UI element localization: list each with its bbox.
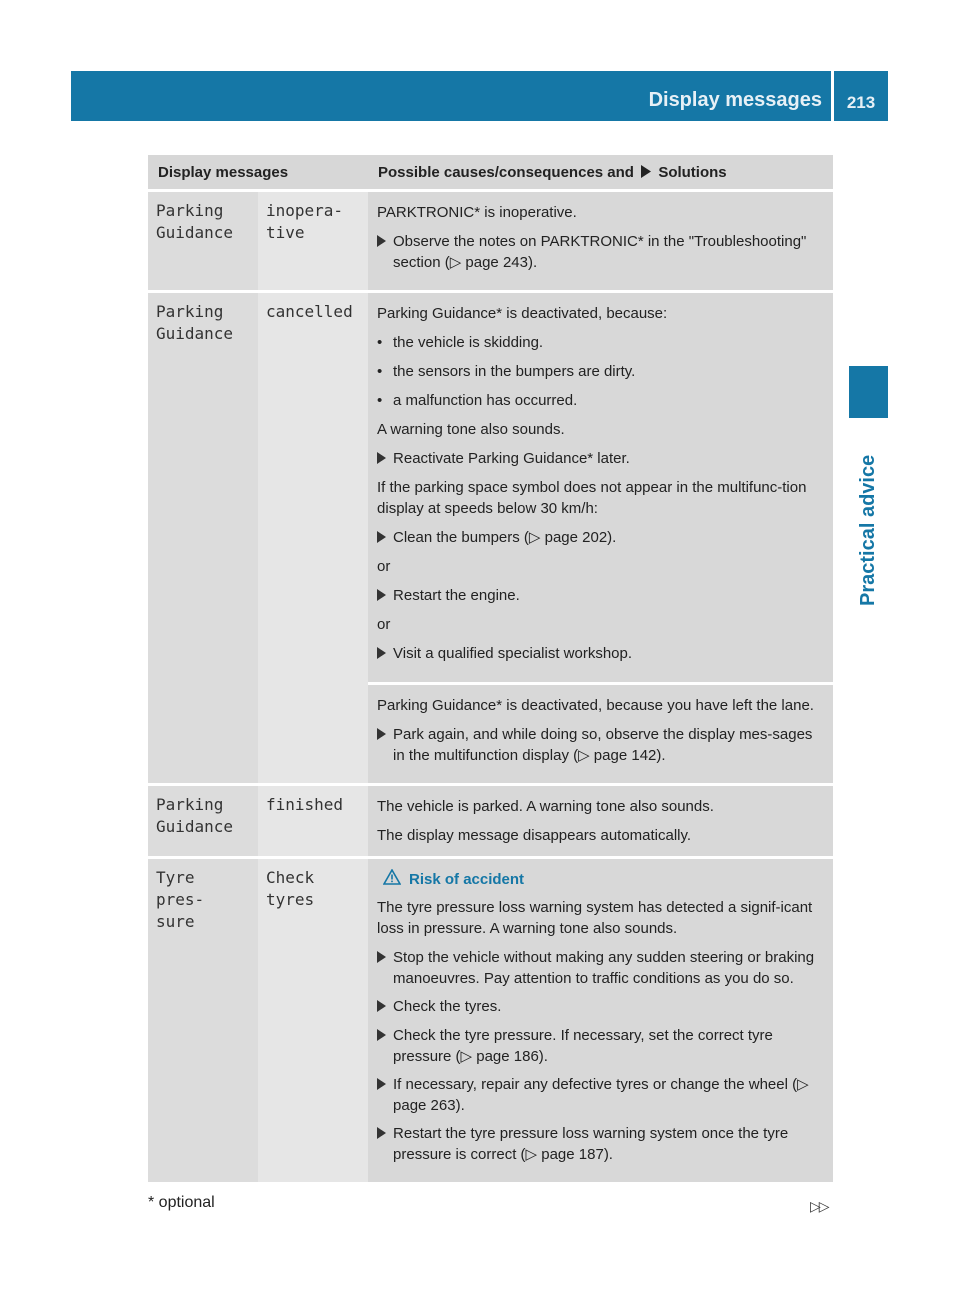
warning-text: Risk of accident <box>409 870 525 888</box>
page-number: 213 <box>846 93 876 112</box>
step-text: Restart the tyre pressure loss warning system once the tyre pressure is correct (▷ page 187). <box>393 1125 789 1163</box>
solutions-cell <box>368 856 833 1182</box>
bullet-item <box>377 332 825 353</box>
paragraph: PARKTRONIC* is inoperative. <box>377 204 577 221</box>
step-text: Stop the vehicle without making any sudden steering or braking manoeuvres. Pay attention to traffic conditions as you do so. <box>393 949 815 987</box>
step-text: Check the tyre pressure. If necessary, set the correct tyre pressure (▷ page 186). <box>393 1027 773 1065</box>
action-arrow-icon <box>377 1074 393 1116</box>
bullet-icon: • <box>377 392 383 409</box>
col-header-solutions <box>368 155 833 189</box>
action-step <box>377 1074 825 1116</box>
display-message-status <box>258 189 368 290</box>
paragraph: The vehicle is parked. A warning tone also sounds. <box>377 798 714 815</box>
warning-heading <box>377 869 825 889</box>
col-header-suffix: Solutions <box>658 163 727 181</box>
solutions-cell <box>368 189 833 290</box>
continued-arrows-icon: ▷▷ <box>810 1198 828 1214</box>
action-arrow-icon <box>377 231 393 273</box>
paragraph: If the parking space symbol does not appear in the multifunc-tion display at speeds below 30 km/h: <box>377 479 807 517</box>
paragraph: The tyre pressure loss warning system has detected a signif-icant loss in pressure. A warning tone also sounds. <box>377 899 813 937</box>
paragraph: or <box>377 558 391 575</box>
paragraph: Parking Guidance* is deactivated, because: <box>377 305 668 322</box>
action-step <box>377 1123 825 1165</box>
message-status-text: cancelled <box>266 302 353 321</box>
bullet-item <box>377 361 825 382</box>
table-row <box>148 290 833 682</box>
display-message-name <box>148 783 258 856</box>
message-name-text: Parking Guidance <box>156 302 234 343</box>
bullet-text: the sensors in the bumpers are dirty. <box>393 363 636 380</box>
solutions-cell <box>368 783 833 856</box>
action-step <box>377 527 825 549</box>
action-arrow-icon <box>377 527 393 549</box>
display-message-name <box>148 290 258 783</box>
action-step <box>377 996 825 1018</box>
action-arrow-icon <box>377 947 393 989</box>
message-status-text: Check tyres <box>266 868 315 909</box>
step-text: Clean the bumpers (▷ page 202). <box>393 529 617 546</box>
action-arrow-icon <box>377 996 393 1018</box>
bullet-text: a malfunction has occurred. <box>393 392 578 409</box>
paragraph: A warning tone also sounds. <box>377 421 565 438</box>
warning-triangle-icon <box>377 869 409 889</box>
display-message-status <box>258 783 368 856</box>
step-text: Reactivate Parking Guidance* later. <box>393 450 630 467</box>
paragraph: or <box>377 616 391 633</box>
action-step <box>377 231 825 273</box>
message-status-text: finished <box>266 795 344 814</box>
action-arrow-icon <box>377 724 393 766</box>
action-step <box>377 947 825 989</box>
table-row <box>148 856 833 1182</box>
action-step <box>377 724 825 766</box>
step-text: Check the tyres. <box>393 998 502 1015</box>
col-header-prefix: Possible causes/consequences and <box>378 163 634 181</box>
action-arrow-icon <box>377 1025 393 1067</box>
display-message-name <box>148 189 258 290</box>
display-messages-table <box>148 155 833 1182</box>
bullet-icon: • <box>377 334 383 351</box>
solutions-cell <box>368 682 833 783</box>
bullet-icon: • <box>377 363 383 380</box>
step-text: Observe the notes on PARKTRONIC* in the "Troubleshooting" section (▷ page 243). <box>393 233 807 271</box>
section-label: Practical advice <box>857 454 879 606</box>
table-row <box>148 189 833 290</box>
step-text: Restart the engine. <box>393 587 520 604</box>
paragraph: The display message disappears automatically. <box>377 827 692 844</box>
message-name-text: Tyre pres- sure <box>156 868 205 931</box>
action-step <box>377 448 825 470</box>
step-text: Visit a qualified specialist workshop. <box>393 645 633 662</box>
display-message-name <box>148 856 258 1182</box>
action-arrow-icon <box>377 643 393 665</box>
bullet-text: the vehicle is skidding. <box>393 334 544 351</box>
message-name-text: Parking Guidance <box>156 795 234 836</box>
solutions-cell <box>368 290 833 682</box>
bullet-item <box>377 390 825 411</box>
col-header-display-messages: Display messages <box>148 155 368 189</box>
action-step <box>377 643 825 665</box>
action-arrow-icon <box>377 1123 393 1165</box>
table-row <box>148 783 833 856</box>
play-arrow-icon <box>640 165 652 178</box>
action-arrow-icon <box>377 448 393 470</box>
display-message-status <box>258 290 368 783</box>
action-arrow-icon <box>377 585 393 607</box>
section-tab-marker <box>849 366 888 418</box>
page-title: Display messages <box>648 89 822 111</box>
message-name-text: Parking Guidance <box>156 201 234 242</box>
action-step <box>377 1025 825 1067</box>
step-text: If necessary, repair any defective tyres or change the wheel (▷ page 263). <box>393 1076 809 1114</box>
message-status-text: inopera- tive <box>266 201 344 242</box>
step-text: Park again, and while doing so, observe the display mes-sages in the multifunction display (▷ page 142). <box>393 726 813 764</box>
action-step <box>377 585 825 607</box>
footnote-optional: * optional <box>148 1194 215 1211</box>
table-header-row <box>148 155 833 189</box>
display-message-status <box>258 856 368 1182</box>
paragraph: Parking Guidance* is deactivated, because you have left the lane. <box>377 697 814 714</box>
